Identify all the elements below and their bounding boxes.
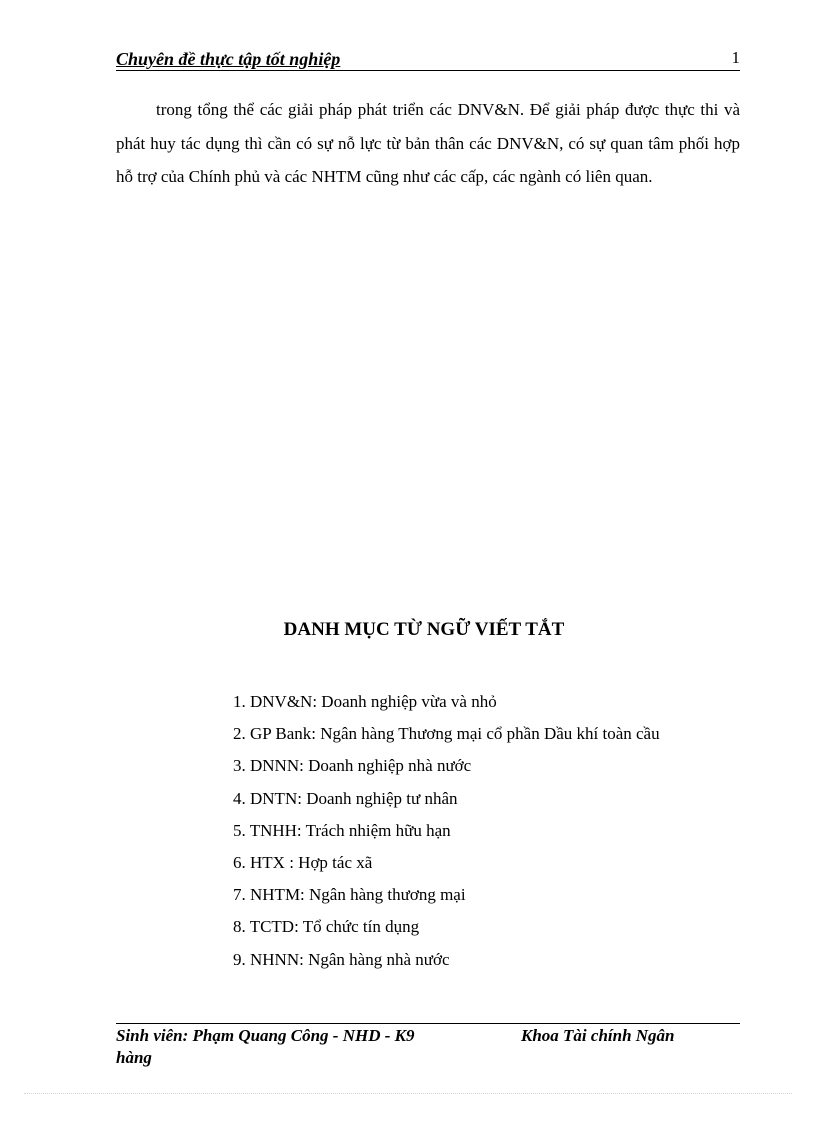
footer-student: Sinh viên: Phạm Quang Công - NHD - K9 [116, 1026, 415, 1045]
abbreviation-item: 8. TCTD: Tổ chức tín dụng [233, 917, 420, 937]
abbreviation-item: 2. GP Bank: Ngân hàng Thương mại cổ phần Dầu khí toàn cầu [233, 724, 660, 744]
abbreviation-item: 7. NHTM: Ngân hàng thương mại [233, 885, 466, 905]
footer-faculty: Khoa Tài chính Ngân [521, 1026, 675, 1045]
abbreviation-item: 3. DNNN: Doanh nghiệp nhà nước [233, 756, 472, 776]
footer-faculty-continuation: hàng [116, 1048, 152, 1067]
footer-divider [116, 1023, 740, 1024]
intro-paragraph: trong tổng thể các giải pháp phát triển các DNV&N. Để giải pháp được thực thi và phát huy tác dụng thì cần có sự nỗ lực từ bản thân các DNV&N, có sự quan tâm phối hợp hỗ trợ của Chính phủ và các NHTM cũng như các cấp, các ngành có liên quan. [116, 100, 740, 186]
header-title: Chuyên đề thực tập tốt nghiệp [116, 49, 341, 69]
abbreviation-item: 4. DNTN: Doanh nghiệp tư nhân [233, 788, 458, 808]
abbreviation-list [233, 686, 660, 976]
page-number: 1 [731, 48, 740, 67]
page-bottom-edge [24, 1093, 792, 1094]
abbreviation-item: 6. HTX : Hợp tác xã [233, 852, 373, 872]
section-title: DANH MỤC TỪ NGỮ VIẾT TẮT [283, 619, 565, 640]
abbreviation-item: 5. TNHH: Trách nhiệm hữu hạn [233, 820, 451, 840]
abbreviation-item: 9. NHNN: Ngân hàng nhà nước [233, 949, 450, 969]
page-header [116, 48, 740, 71]
abbreviation-item: 1. DNV&N: Doanh nghiệp vừa và nhỏ [233, 692, 497, 711]
